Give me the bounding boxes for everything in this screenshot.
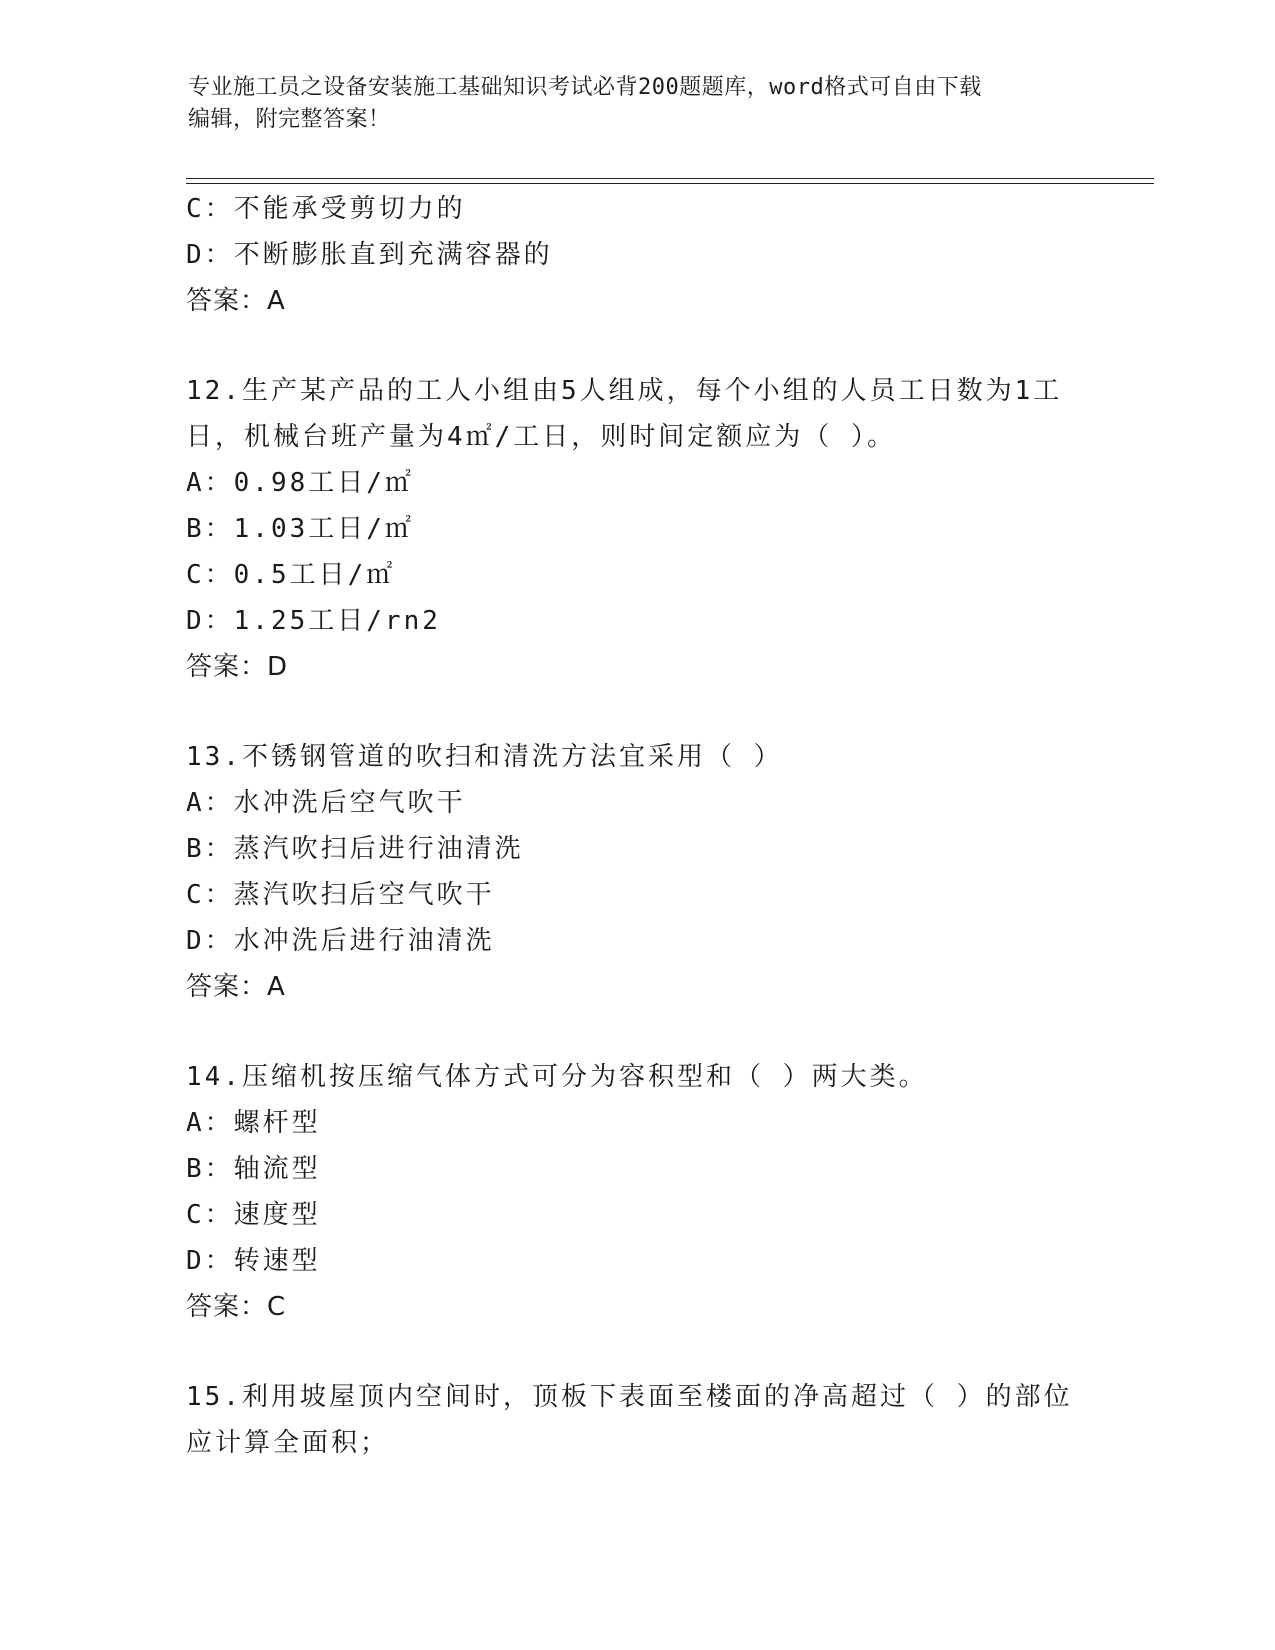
question-stem: 13.不锈钢管道的吹扫和清洗方法宜采用（ ） <box>186 742 783 772</box>
question-stem: 日，机械台班产量为4㎡/工日，则时间定额应为（ ）。 <box>186 422 896 452</box>
answer-line <box>186 278 1146 324</box>
answer-value: D <box>267 652 289 682</box>
answer-value: C <box>267 1292 287 1322</box>
option-c: C：蒸汽吹扫后空气吹干 <box>186 880 495 910</box>
question-gap <box>186 690 1146 734</box>
question-stem: 应计算全面积； <box>186 1428 390 1458</box>
question-gap <box>186 1330 1146 1374</box>
option-a: A：水冲洗后空气吹干 <box>186 788 466 818</box>
question-stem: 12.生产某产品的工人小组由5人组成，每个小组的人员工日数为1工 <box>186 376 1063 406</box>
answer-line <box>186 644 1146 690</box>
question-13 <box>186 734 1146 1010</box>
option-c: C：不能承受剪切力的 <box>186 194 466 224</box>
answer-label: 答案： <box>186 972 268 1002</box>
question-stem: 14.压缩机按压缩气体方式可分为容积型和（ ）两大类。 <box>186 1062 928 1092</box>
question-gap <box>186 324 1146 368</box>
answer-value: A <box>267 286 286 316</box>
option-b: B：蒸汽吹扫后进行油清洗 <box>186 834 524 864</box>
document-header <box>188 72 1068 136</box>
option-a: A：0.98工日/㎡ <box>186 468 414 498</box>
header-line-2: 编辑，附完整答案！ <box>188 107 391 132</box>
header-divider-bottom <box>186 183 1154 184</box>
option-c: C：0.5工日/㎡ <box>186 560 396 590</box>
header-divider-top <box>186 178 1154 179</box>
option-b: B：轴流型 <box>186 1154 321 1184</box>
question-12 <box>186 368 1146 690</box>
question-gap <box>186 1010 1146 1054</box>
answer-label: 答案： <box>186 652 268 682</box>
question-stem: 15.利用坡屋顶内空间时，顶板下表面至楼面的净高超过（ ）的部位 <box>186 1382 1073 1412</box>
question-15 <box>186 1374 1146 1466</box>
answer-value: A <box>267 972 286 1002</box>
option-d: D：不断膨胀直到充满容器的 <box>186 240 553 270</box>
answer-label: 答案： <box>186 286 268 316</box>
answer-line <box>186 1284 1146 1330</box>
answer-label: 答案： <box>186 1292 268 1322</box>
header-line-1: 专业施工员之设备安装施工基础知识考试必背200题题库，word格式可自由下载 <box>188 75 982 100</box>
option-c: C：速度型 <box>186 1200 321 1230</box>
option-d: D：转速型 <box>186 1246 321 1276</box>
option-a: A：螺杆型 <box>186 1108 321 1138</box>
option-d: D：水冲洗后进行油清洗 <box>186 926 495 956</box>
question-14 <box>186 1054 1146 1330</box>
option-d: D：1.25工日/rn2 <box>186 606 441 636</box>
question-list <box>186 186 1146 1466</box>
answer-line <box>186 964 1146 1010</box>
option-b: B：1.03工日/㎡ <box>186 514 414 544</box>
question-11-fragment <box>186 186 1146 324</box>
